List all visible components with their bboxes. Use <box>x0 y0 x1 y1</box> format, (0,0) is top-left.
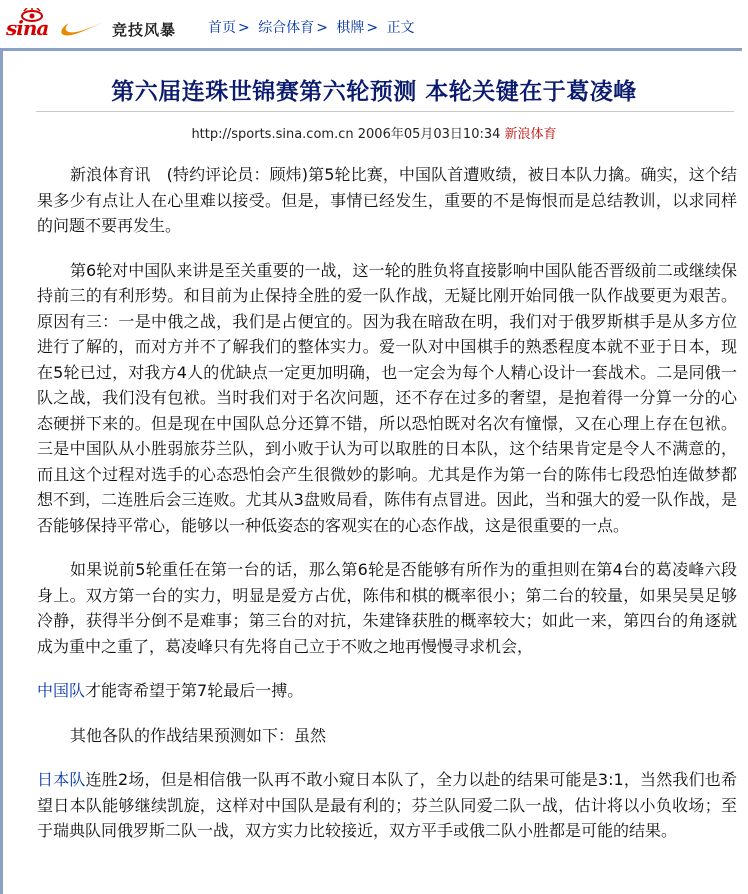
china-team-link[interactable]: 中国队 <box>37 681 86 700</box>
title-divider <box>36 111 734 112</box>
article-source[interactable]: 新浪体育 <box>504 127 557 142</box>
article-datetime: 2006年05月03日10:34 <box>357 127 501 142</box>
paragraph-6-text: 连胜2场，但是相信俄一队再不敢小窥日本队了，全力以赴的结果可能是3:1，当然我们也希望日本队能够继续凯旋，这样对中国队是最有利的；芬兰队同爱二队一战，估计将以小负收场；至于瑞典队同俄罗斯二队一战，双方实力比较接近，双方平手或俄二队小胜都是可能的结果。 <box>37 770 737 840</box>
paragraph-4-text: 才能寄希望于第7轮最后一搏。 <box>85 681 304 700</box>
breadcrumb-sports[interactable]: 综合体育 <box>258 20 315 36</box>
article-url: http://sports.sina.com.cn <box>191 127 354 142</box>
article-body <box>37 162 737 863</box>
section-name: 竞技风暴 <box>112 21 177 39</box>
breadcrumb-current[interactable]: 正文 <box>386 20 415 36</box>
paragraph-6 <box>37 767 737 844</box>
site-header <box>0 0 748 48</box>
breadcrumb <box>208 17 415 37</box>
paragraph-2: 第6轮对中国队来讲是至关重要的一战，这一轮的胜负将直接影响中国队能否晋级前二或继续保持前三的有利形势。和目前为止保持全胜的爱一队作战，无疑比刚开始同俄一队作战要更为艰苦。原因有三：一是中俄之战，我们是占便宜的。因为我在暗敌在明，我们对于俄罗斯棋手是从多方位进行了解的，而对方并不了解我们的整体实力。爱一队对中国棋手的熟悉程度本就不亚于日本，现在5轮已过，对我方4人的优缺点一定更加明确，也一定会为每个人精心设计一套战术。二是同俄一队之战，我们没有包袱。当时我们对于名次问题，还不存在过多的奢望，是抱着得一分算一分的心态硬拼下来的。但是现在中国队总分还算不错，所以恐怕既对名次有憧憬，又在心理上存在包袱。三是中国队从小胜弱旅芬兰队，到小败于认为可以取胜的日本队，这个结果肯定是令人不满意的，而且这个过程对选手的心态恐怕会产生很微妙的影响。尤其是作为第一台的陈伟七段恐怕连做梦都想不到，二连胜后会三连败。尤其从3盘败局看，陈伟有点冒进。因此，当和强大的爱一队作战，是否能够保持平常心，能够以一种低姿态的客观实在的心态作战，这是很重要的一点。 <box>37 260 737 535</box>
sina-brand-text: sina <box>6 16 49 40</box>
breadcrumb-separator: > <box>238 20 250 36</box>
paragraph-3: 如果说前5轮重任在第一台的话，那么第6轮是否能够有所作为的重担则在第4台的葛凌峰六段身上。双方第一台的实力，明显是爱方占优，陈伟和棋的概率很小；第二台的较量，如果吴昊足够冷静，获得半分倒不是难事；第三台的对抗，朱建锋获胜的概率较大；如此一来，第四台的角逐就成为重中之重了，葛凌峰只有先将自己立于不败之地再慢慢寻求机会， <box>37 560 737 656</box>
paragraph-4 <box>37 678 737 704</box>
article-meta <box>0 123 748 142</box>
paragraph-1: 新浪体育讯 (特约评论员：顾炜)第5轮比赛，中国队首遭败绩，被日本队力擒。确实，这个结果多少有点让人在心里难以接受。但是，事情已经发生，重要的不是悔恨而是总结教训，以求同样的问题不要再发生。 <box>37 165 737 235</box>
breadcrumb-separator: > <box>316 20 328 36</box>
paragraph-5: 其他各队的作战结果预测如下：虽然 <box>70 725 327 745</box>
sina-logo[interactable] <box>6 10 206 40</box>
breadcrumb-chess[interactable]: 棋牌 <box>336 20 365 36</box>
breadcrumb-separator: > <box>366 20 379 36</box>
article-title: 第六届连珠世锦赛第六轮预测 本轮关键在于葛凌峰 <box>111 79 637 105</box>
nike-swoosh-icon <box>60 16 110 38</box>
japan-team-link[interactable]: 日本队 <box>37 770 86 789</box>
breadcrumb-home[interactable]: 首页 <box>208 20 236 36</box>
